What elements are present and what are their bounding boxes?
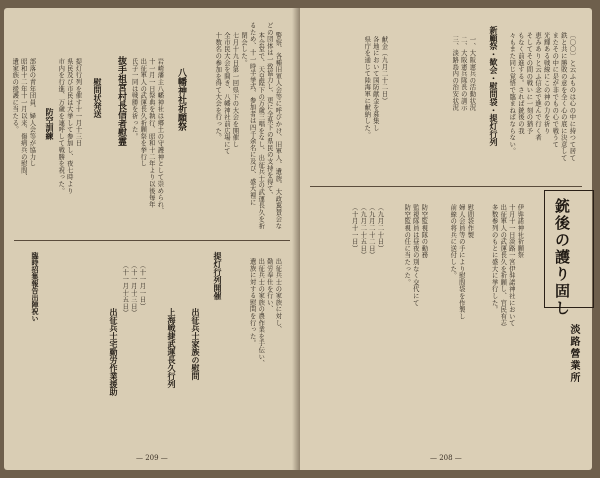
- horizontal-rule: [310, 186, 582, 187]
- text-line: 閉会した。: [240, 32, 248, 67]
- text-line: 警察、各種旧軍人会等に呼びかけ、旧軍人、遺族、大政翼賛会などの団体は一致協力し、更に全県下の県民の支持を得て、: [265, 22, 282, 230]
- text-line: 岩崎藩主八幡神社は郷土の守護神として崇められ、: [156, 58, 164, 215]
- right-col-a: [488, 194, 532, 434]
- text-line: 婦人会員等の手により慰問袋を作製し: [457, 204, 465, 320]
- text-line: 県民及び市民は大挙して参加し、夜七時より: [65, 58, 73, 195]
- text-line: 監視隊員は昼夜の別なく交代にて: [411, 204, 419, 307]
- text-line: 遺家族の援護に当たる。: [11, 58, 19, 133]
- text-line: 出征兵士の家族の農作業を手伝い、: [257, 258, 265, 367]
- heading-shanghai-parade: 上海戦捷武運長久行列: [167, 308, 177, 388]
- date-note: （九月二十二日）: [367, 204, 375, 259]
- heading-family-visit: 出征兵士家族の慰問: [191, 308, 201, 380]
- text-line: 々もまた同じ覚悟で臨まねばならない。: [508, 32, 516, 155]
- left-text-col-2: [132, 48, 172, 232]
- right-page: [300, 8, 592, 470]
- text-line: 全市民大会を開き、八幡神社前広場にて: [222, 32, 230, 155]
- left-page: [4, 8, 300, 470]
- text-line: 出征軍人の武運長久を祈願し、官民有志: [499, 204, 507, 327]
- left-text-col-4: [11, 48, 44, 232]
- text-line: 献金（九月二十二日）: [380, 36, 388, 105]
- text-line: 提灯行列を催す十一月十三日: [74, 58, 82, 147]
- right-col-d: [316, 26, 396, 176]
- text-line: 七月十九日第一回県下の大会を開催し: [231, 32, 239, 148]
- text-line: 遺族に対する慰問を行った。: [248, 258, 256, 347]
- text-line: 防空監視隊の動務: [420, 204, 428, 259]
- box-title: 銃後の護り固し: [553, 198, 571, 317]
- text-line: 鉄と共に勝敗の意を全く心の底に決意して: [559, 32, 567, 162]
- heading-hachiman-prayer: 八幡神社祈願祭: [176, 68, 186, 131]
- text-line: 十一月一日祭典を執行、昭和十二年より以後毎年: [147, 58, 155, 208]
- date-note: （十一月一日）: [138, 262, 146, 310]
- text-line: 出征軍人の武運長久祈願祭を挙行し: [139, 58, 147, 167]
- text-line: 勤労奉仕を行い、: [265, 258, 273, 313]
- text-line: 十月十一日淡路一宮伊弉諾神社において: [507, 204, 515, 327]
- left-bottom-dates: [121, 252, 154, 432]
- text-line: 恵みありと云ふ信念で進んで行く者: [534, 32, 542, 141]
- left-text-col-3: [57, 48, 90, 232]
- text-line: もなく前進する。されば銃後の我: [516, 32, 524, 135]
- text-line: 本会堂で、天皇陛下の万歳三唱をなし、出征兵士の武運長久を祈るため、十一時半挙式、参加者は四千余名に及び、盛大裡に: [248, 22, 265, 230]
- heading-lantern-parade: 提灯行列開催: [213, 252, 223, 300]
- text-line: 防空監視の任に当たった。: [403, 204, 411, 286]
- text-line: 一、大阪憲兵の活動状況: [468, 36, 476, 111]
- org-name: 淡路營業所: [568, 324, 579, 384]
- date-note: （十月十一日）: [350, 204, 358, 252]
- right-col-e: [404, 26, 484, 176]
- left-text-col-1: [194, 22, 290, 232]
- heading-call-up: 臨時招集報告出陣祝い: [31, 252, 40, 322]
- text-line: 各地において国防献金を募集し: [371, 36, 379, 132]
- text-line: 三、淡路島内の治安状況: [451, 36, 459, 111]
- text-line: 部落の青年団員、婦人会等が協力し: [28, 58, 36, 167]
- text-line: 市内を行進、万歳を連呼して戦勝を祝った。: [57, 58, 65, 195]
- right-col-b: [442, 194, 482, 434]
- text-line: 〔〇〇〕と云ふものは心の中に持つて居て: [568, 32, 576, 162]
- date-note: （十一月十三日）: [129, 262, 137, 317]
- text-line: 光輝ある戦線にこの神の力を祈り: [542, 32, 550, 135]
- page-number-left: — 209 —: [136, 454, 168, 462]
- horizontal-rule: [14, 240, 290, 241]
- date-note: （九月二十五日）: [359, 204, 367, 259]
- heading-air-defense: 防空訓練: [45, 108, 55, 140]
- right-col-c: [396, 194, 436, 434]
- text-line: 多数参列のもとに盛大に挙行した。: [490, 204, 498, 313]
- heading-labor-support: 出征兵士宅勤労作業援助: [109, 308, 119, 396]
- text-line: 出征兵士の家族に対し、: [274, 258, 282, 333]
- left-text-col-5: [230, 248, 290, 438]
- date-note: （九月二十日）: [376, 204, 384, 252]
- text-line: 前線の将兵に送付した。: [449, 204, 457, 279]
- text-line: 氏子一同は戦勝を祈った。: [130, 58, 138, 140]
- text-line: 県庁を通じて陸海軍に献納した。: [363, 36, 371, 139]
- text-line: 十数名の参加を得て大会を行った。: [214, 32, 222, 141]
- text-line: そしてその間の戦いに一刻の猶予: [525, 32, 533, 135]
- text-line: 二、大阪憲兵隊長の訓示: [459, 36, 467, 111]
- text-line: またその中に是が非でもの心で戦うて: [551, 32, 559, 148]
- heading-letters: 慰問状発送: [93, 78, 103, 118]
- right-intro-text: [508, 22, 584, 162]
- date-note: （十一月十五日）: [121, 262, 129, 317]
- text-line: 慰問袋作製: [466, 204, 474, 239]
- text-line: 伊弉諾神社祈願祭: [516, 204, 524, 259]
- text-line: 昭和十二年十一月以来、傷病兵の慰問、: [19, 58, 27, 181]
- banner-title: 新顧祭・歓会・慰問袋・提灯行列: [489, 26, 499, 146]
- page-number-right: — 208 —: [430, 454, 462, 462]
- heading-village-mayor: 抜手祖宮村長信者慰霊: [116, 56, 126, 146]
- right-dates: [350, 194, 392, 434]
